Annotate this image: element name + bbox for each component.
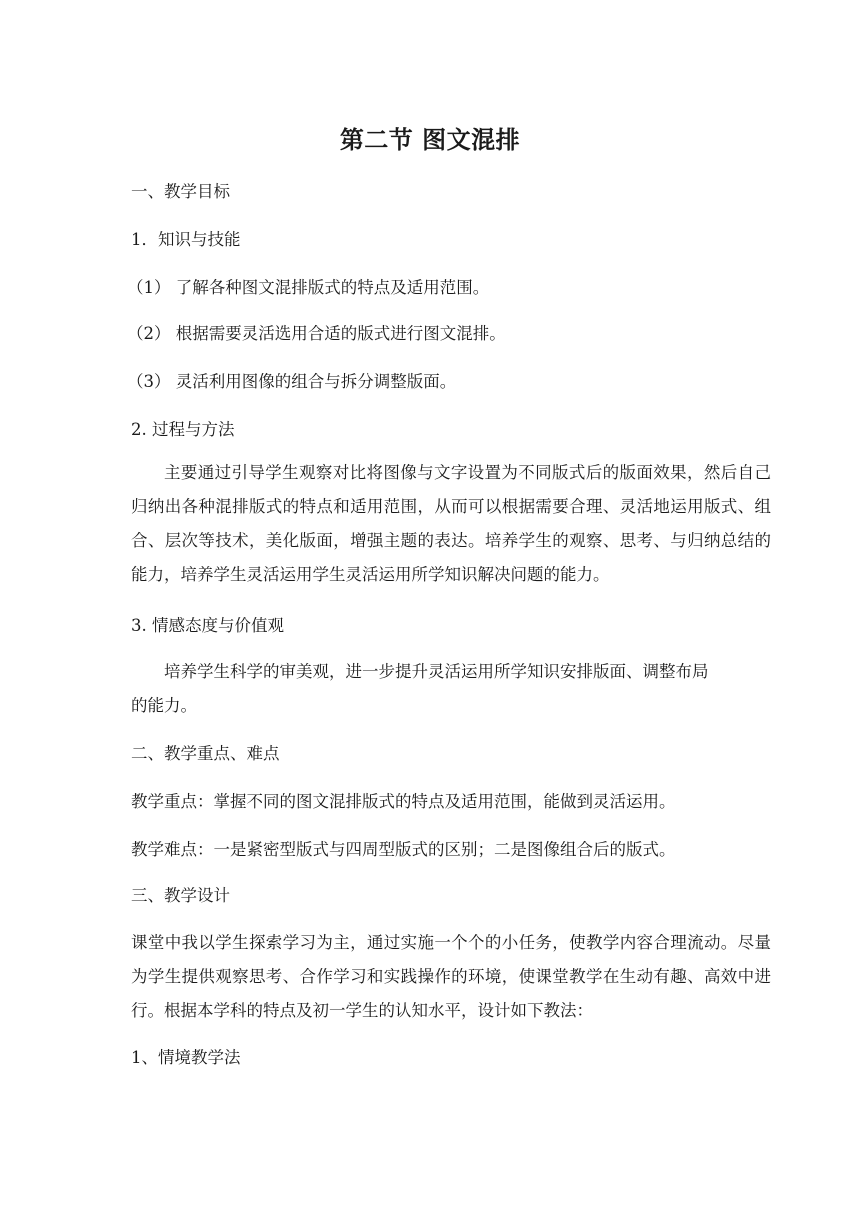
subheading-process-method: 2. 过程与方法 — [131, 420, 235, 439]
section-heading-objectives: 一、教学目标 — [131, 182, 230, 201]
paragraph-attitude-line-1: 培养学生科学的审美观，进一步提升灵活运用所学知识安排版面、调整布局 — [164, 662, 709, 681]
subheading-attitude-values: 3. 情感态度与价值观 — [131, 616, 284, 635]
paragraph-attitude-line-2: 的能力。 — [131, 696, 197, 715]
section-heading-teaching-design: 三、教学设计 — [131, 886, 230, 905]
key-point-text: 教学重点：掌握不同的图文混排版式的特点及适用范围，能做到灵活运用。 — [131, 792, 676, 811]
subheading-knowledge-skills: 1．知识与技能 — [131, 230, 241, 249]
paragraph-teaching-design: 课堂中我以学生探索学习为主，通过实施一个个的小任务，使教学内容合理流动。尽量为学生提供观察思考、合作学习和实践操作的环境，使课堂教学在生动有趣、高效中进行。根据本学科的特点及初一学生的认知水平，设计如下教法： — [131, 933, 771, 1020]
list-item: （3） 灵活利用图像的组合与拆分调整版面。 — [127, 372, 457, 391]
paragraph-process-method: 主要通过引导学生观察对比将图像与文字设置为不同版式后的版面效果，然后自己归纳出各种混排版式的特点和适用范围，从而可以根据需要合理、灵活地运用版式、组合、层次等技术，美化版面，增强主题的表达。培养学生的观察、思考、与归纳总结的能力，培养学生灵活运用学生灵活运用所学知识解决问题的能力。 — [131, 463, 771, 584]
page-title: 第二节 图文混排 — [339, 125, 521, 154]
difficult-point-text: 教学难点：一是紧密型版式与四周型版式的区别；二是图像组合后的版式。 — [131, 840, 676, 859]
section-heading-key-points: 二、教学重点、难点 — [131, 744, 280, 763]
list-item: （1） 了解各种图文混排版式的特点及适用范围。 — [127, 278, 490, 297]
list-item: （2） 根据需要灵活选用合适的版式进行图文混排。 — [127, 324, 506, 343]
method-heading: 1、情境教学法 — [131, 1048, 241, 1067]
